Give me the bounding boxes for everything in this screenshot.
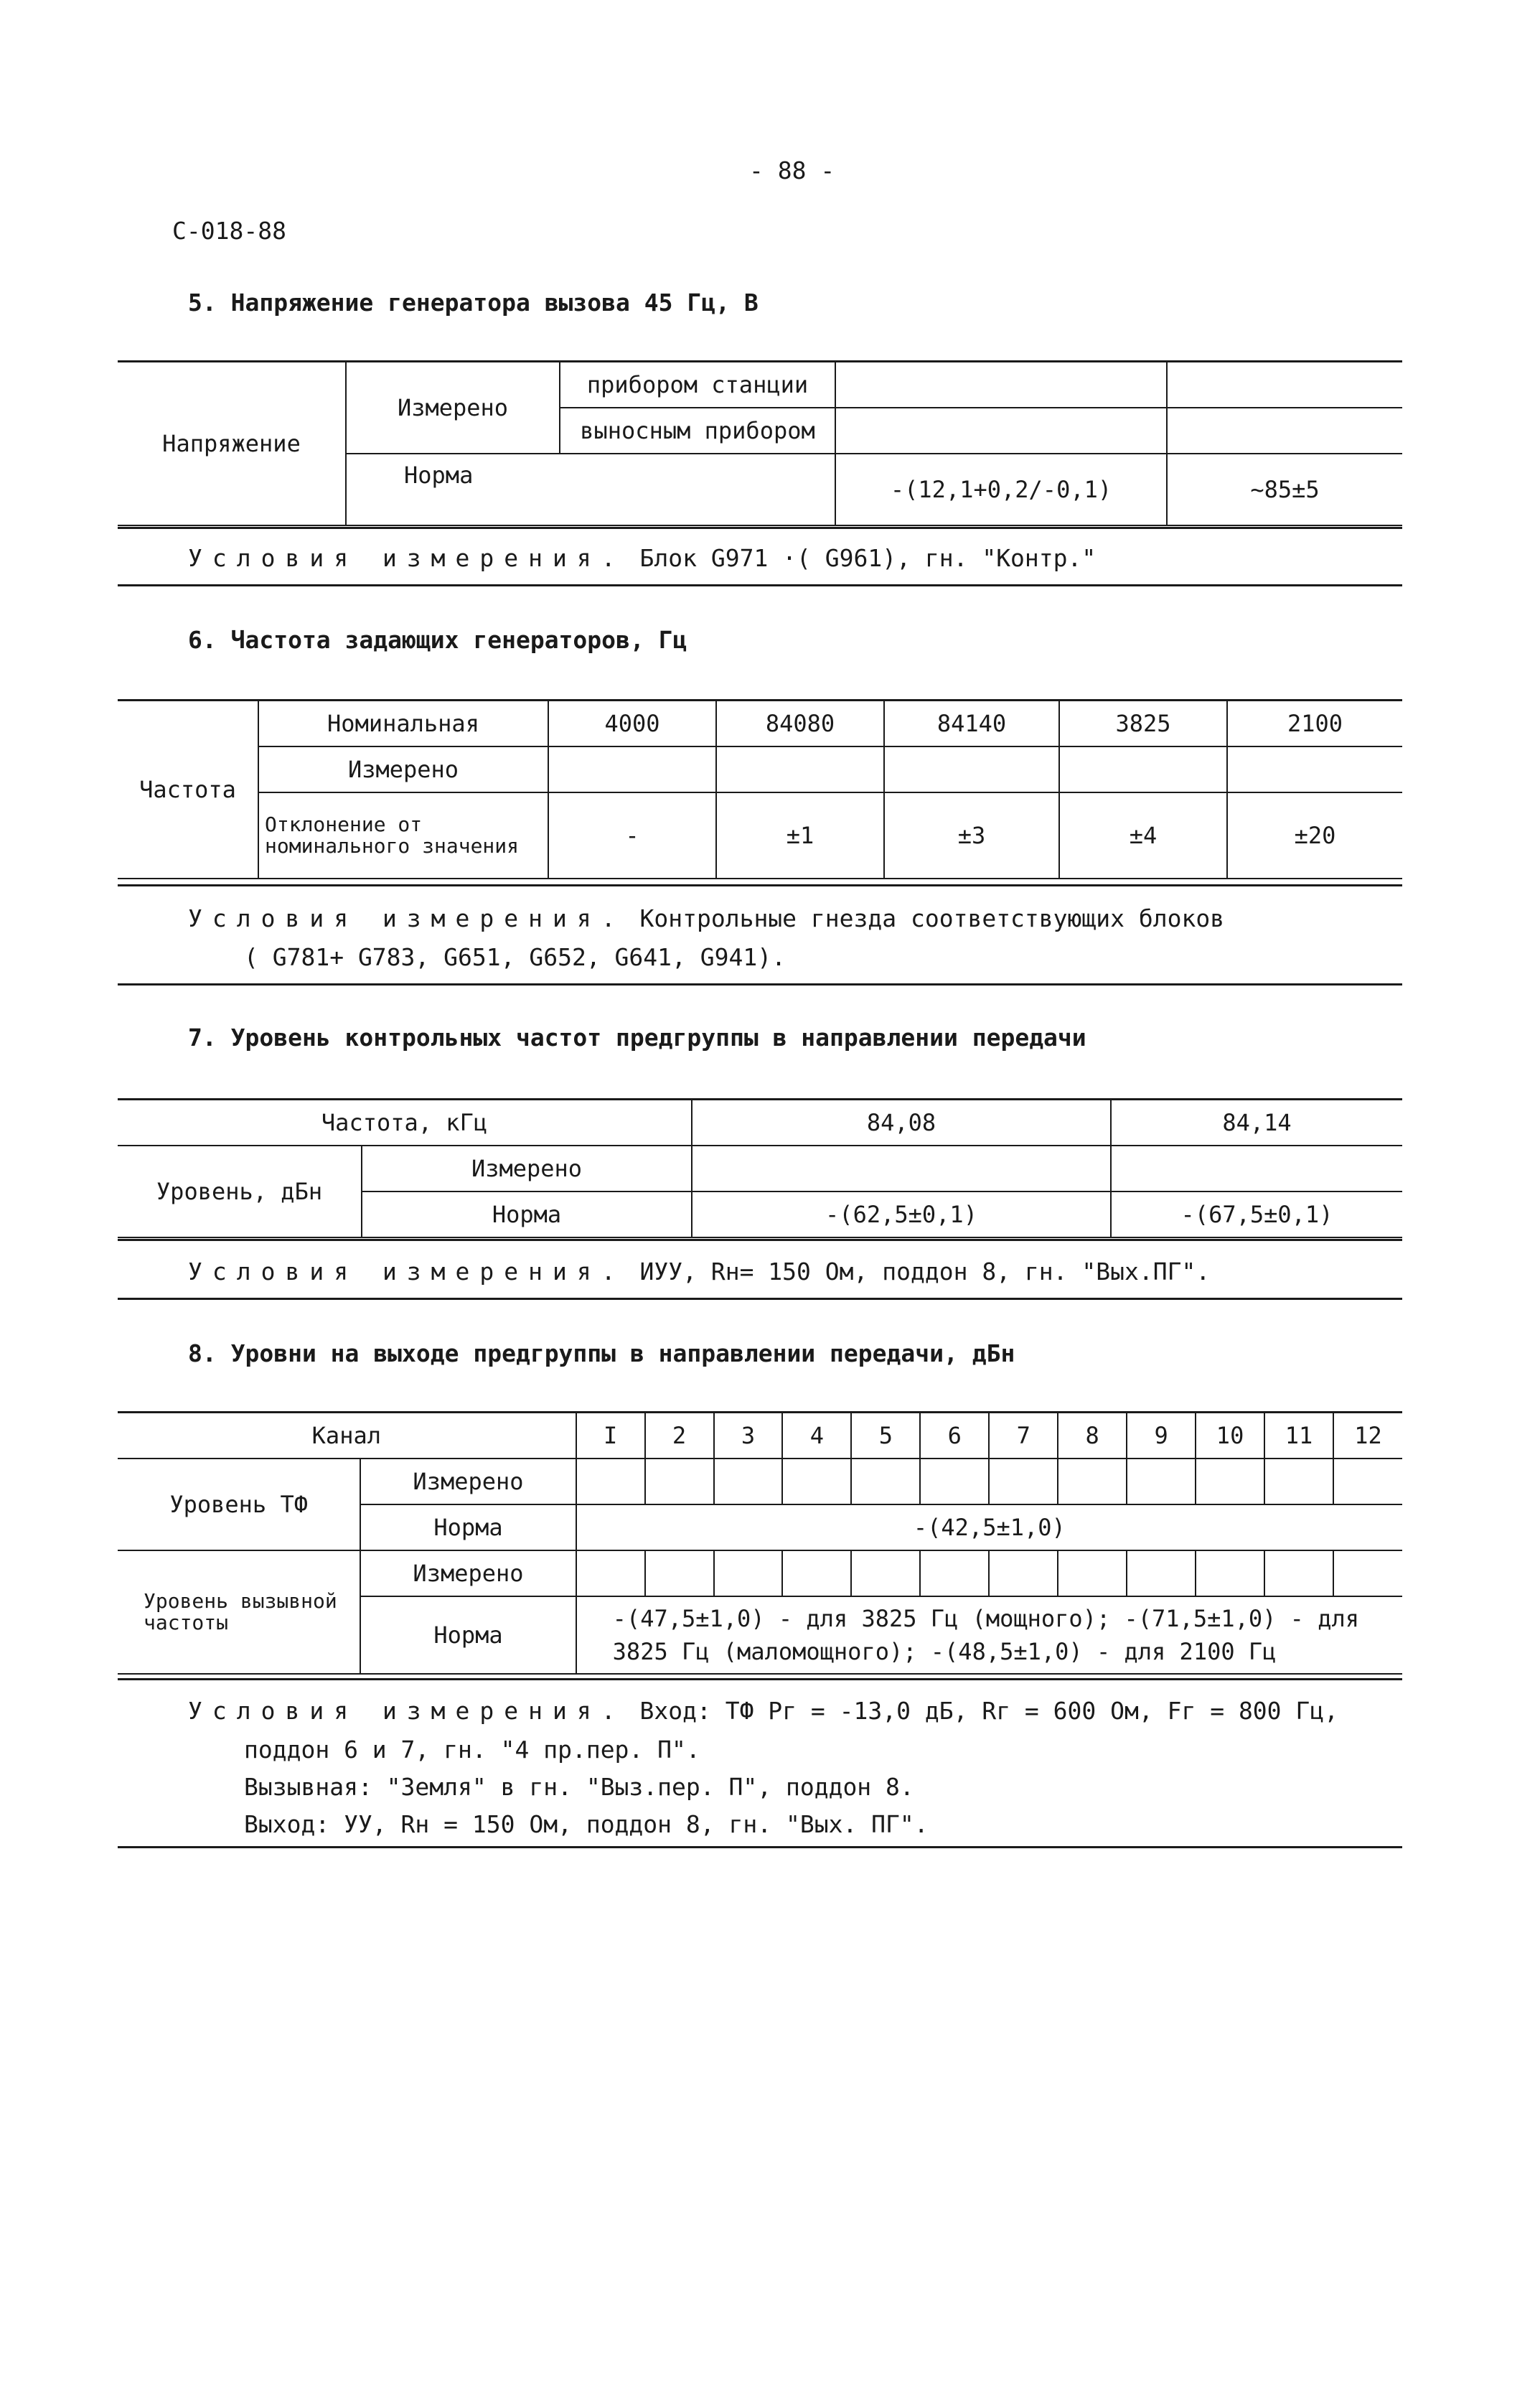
norm-value-2: -(67,5±0,1) — [1111, 1192, 1402, 1237]
section-7-title: 7. Уровень контрольных частот предгруппы в направлении передачи — [188, 1024, 1086, 1052]
freq-2: 84,14 — [1111, 1100, 1402, 1146]
channel-header: 6 — [920, 1413, 989, 1459]
frequency-table — [118, 701, 1402, 879]
voltage-row-label: Напряжение — [118, 362, 346, 525]
channel-header: 3 — [714, 1413, 783, 1459]
by-station-label: прибором станции — [560, 362, 835, 408]
conditions-line-3: Вызывная: "Земля" в гн. "Выз.пер. П", поддон 8. — [244, 1773, 914, 1801]
measured-label: Измерено — [360, 1550, 576, 1596]
conditions-text-2: ( G781+ G783, G651, G652, G641, G941). — [244, 943, 786, 971]
conditions-line-4: Выход: УУ, Rн = 150 Ом, поддон 8, гн. "Вых. ПГ". — [244, 1810, 929, 1838]
freq-col-4: 3825 — [1059, 701, 1227, 746]
conditions-text: Блок G971 ·( G961), гн. "Контр." — [639, 544, 1097, 572]
conditions-label: Условия измерения. — [188, 1697, 626, 1725]
frequency-row-label: Частота — [118, 701, 258, 879]
norm-value-1: -(62,5±0,1) — [692, 1192, 1111, 1237]
deviation-5: ±20 — [1227, 792, 1402, 879]
norm-label: Норма — [360, 1596, 576, 1674]
norm-label: Норма — [346, 454, 835, 525]
call-norm-line-2: 3825 Гц (маломощного); -(48,5±1,0) - для 2100 Гц — [612, 1638, 1277, 1665]
channel-header: 9 — [1127, 1413, 1196, 1459]
conditions-label: Условия измерения. — [188, 544, 626, 572]
conditions-8 — [188, 1697, 1338, 1725]
deviation-2: ±1 — [716, 792, 884, 879]
section-5-title: 5. Напряжение генератора вызова 45 Гц, В — [188, 289, 759, 317]
section-6-title: 6. Частота задающих генераторов, Гц — [188, 626, 687, 654]
measured-label: Измерено — [360, 1459, 576, 1504]
conditions-label: Условия измерения. — [188, 904, 626, 932]
conditions-line-1: Вход: ТФ Рг = -13,0 дБ, Rг = 600 Ом, Fг = 800 Гц, — [639, 1697, 1339, 1725]
freq-col-3: 84140 — [884, 701, 1059, 746]
measured-label: Измерено — [346, 362, 560, 454]
deviation-4: ±4 — [1059, 792, 1227, 879]
call-level-label: Уровень вызывной частоты — [118, 1550, 360, 1674]
remote-value-cell — [835, 408, 1167, 454]
call-norm-line-1: -(47,5±1,0) - для 3825 Гц (мощного); -(71,5±1,0) - для — [612, 1605, 1359, 1632]
by-remote-label: выносным прибором — [560, 408, 835, 454]
voltage-table — [118, 362, 1402, 526]
nominal-label: Номинальная — [258, 701, 548, 746]
deviation-3: ±3 — [884, 792, 1059, 879]
tf-level-label: Уровень ТФ — [118, 1459, 360, 1550]
channel-header: 2 — [645, 1413, 714, 1459]
channel-header: 11 — [1264, 1413, 1333, 1459]
channel-header: 4 — [782, 1413, 851, 1459]
channel-label: Канал — [118, 1413, 576, 1459]
call-norm-value — [576, 1596, 1402, 1674]
section-8-title: 8. Уровни на выходе предгруппы в направлении передачи, дБн — [188, 1339, 1015, 1367]
norm-label: Норма — [362, 1192, 692, 1237]
freq-1: 84,08 — [692, 1100, 1111, 1146]
conditions-text: ИУУ, Rн= 150 Ом, поддон 8, гн. "Вых.ПГ". — [639, 1258, 1211, 1286]
freq-khz-label: Частота, кГц — [118, 1100, 692, 1146]
norm-value-1: -(12,1+0,2/-0,1) — [835, 454, 1167, 525]
remote-value-cell-2 — [1167, 408, 1402, 454]
conditions-line-2: поддон 6 и 7, гн. "4 пр.пер. П". — [244, 1736, 700, 1764]
norm-label: Норма — [360, 1504, 576, 1550]
station-value-cell-2 — [1167, 362, 1402, 408]
deviation-label: Отклонение от номинального значения — [258, 792, 548, 879]
measured-label: Измерено — [258, 746, 548, 792]
channel-header: I — [576, 1413, 645, 1459]
channel-header: 7 — [989, 1413, 1058, 1459]
conditions-5 — [188, 544, 1096, 572]
conditions-text-1: Контрольные гнезда соответствующих блоков — [639, 904, 1225, 932]
deviation-1: - — [548, 792, 716, 879]
conditions-6 — [188, 904, 1224, 932]
document-code: С-018-88 — [172, 217, 286, 245]
control-freq-table — [118, 1100, 1402, 1238]
channel-header: 8 — [1058, 1413, 1127, 1459]
channel-header: 5 — [851, 1413, 920, 1459]
freq-col-2: 84080 — [716, 701, 884, 746]
freq-col-1: 4000 — [548, 701, 716, 746]
station-value-cell — [835, 362, 1167, 408]
channel-header: 10 — [1196, 1413, 1264, 1459]
norm-value-2: ~85±5 — [1167, 454, 1402, 525]
freq-col-5: 2100 — [1227, 701, 1402, 746]
tf-norm-value: -(42,5±1,0) — [576, 1504, 1402, 1550]
page-number: - 88 - — [749, 156, 835, 184]
conditions-7 — [188, 1258, 1210, 1286]
channel-header: 12 — [1333, 1413, 1402, 1459]
measured-label: Измерено — [362, 1146, 692, 1192]
level-label: Уровень, дБн — [118, 1146, 362, 1237]
conditions-label: Условия измерения. — [188, 1258, 626, 1286]
output-levels-table — [118, 1413, 1402, 1675]
